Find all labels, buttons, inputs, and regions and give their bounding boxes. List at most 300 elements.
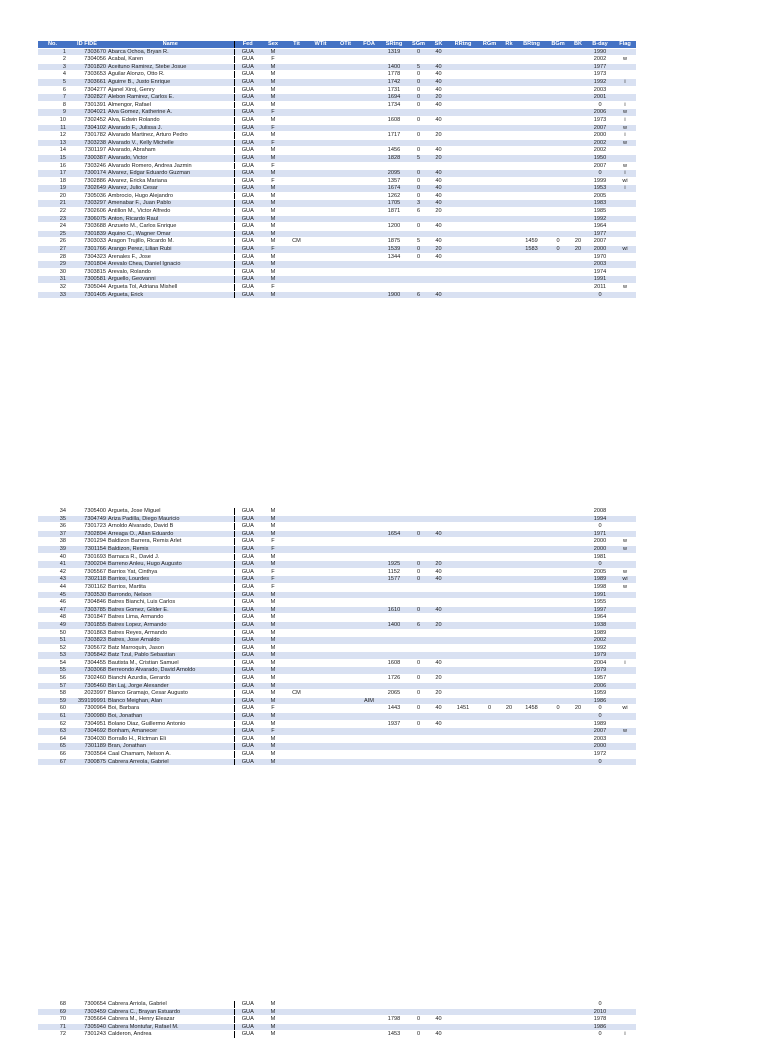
cell-bgm	[546, 599, 570, 607]
cell-otit	[333, 629, 358, 637]
header-name: Name	[107, 41, 234, 48]
cell-flag	[614, 720, 636, 728]
cell-fed: GUA	[234, 523, 261, 531]
cell-brtng	[517, 208, 546, 216]
cell-rk	[501, 48, 517, 56]
cell-rgm	[478, 614, 501, 622]
cell-foa	[358, 629, 380, 637]
cell-rgm	[478, 682, 501, 690]
cell-rrtng	[448, 215, 478, 223]
cell-bgm	[546, 644, 570, 652]
cell-srtng: 1357	[380, 177, 408, 185]
cell-sk: 40	[429, 720, 448, 728]
cell-otit	[333, 591, 358, 599]
cell-brtng	[517, 758, 546, 766]
cell-rrtng	[448, 545, 478, 553]
cell-rrtng	[448, 200, 478, 208]
cell-bgm	[546, 629, 570, 637]
cell-sex: M	[261, 682, 285, 690]
cell-sex: F	[261, 568, 285, 576]
cell-rrtng	[448, 71, 478, 79]
cell-wtit	[308, 682, 333, 690]
cell-sk	[429, 751, 448, 759]
cell-sex: M	[261, 1023, 285, 1031]
cell-sgm	[408, 743, 429, 751]
cell-wtit	[308, 261, 333, 269]
cell-rk	[501, 659, 517, 667]
cell-fed: GUA	[234, 284, 261, 292]
cell-otit	[333, 515, 358, 523]
table-row	[38, 200, 636, 208]
cell-flag	[614, 223, 636, 231]
cell-flag: i	[614, 132, 636, 140]
cell-rk	[501, 599, 517, 607]
cell-sgm	[408, 667, 429, 675]
cell-sk: 40	[429, 147, 448, 155]
cell-bk	[570, 515, 586, 523]
cell-id-fide: 7304749	[67, 515, 107, 523]
cell-rrtng	[448, 230, 478, 238]
cell-fed: GUA	[234, 238, 261, 246]
cell-wtit	[308, 720, 333, 728]
cell-sgm: 0	[408, 78, 429, 86]
cell-srtng: 1937	[380, 720, 408, 728]
cell-rgm	[478, 215, 501, 223]
cell-bday: 1986	[586, 697, 614, 705]
cell-fed: GUA	[234, 147, 261, 155]
table-page-2	[38, 508, 636, 766]
cell-sgm: 0	[408, 185, 429, 193]
cell-sk: 40	[429, 1031, 448, 1039]
cell-fed: GUA	[234, 208, 261, 216]
cell-name: Abarca Ochoa, Bryan R.	[107, 48, 234, 56]
header-bgm: BGm	[546, 41, 570, 48]
cell-rgm	[478, 78, 501, 86]
cell-wtit	[308, 284, 333, 292]
cell-rrtng	[448, 56, 478, 64]
cell-sex: M	[261, 291, 285, 299]
cell-bgm	[546, 591, 570, 599]
cell-rgm	[478, 246, 501, 254]
cell-fed: GUA	[234, 606, 261, 614]
cell-no: 65	[38, 743, 67, 751]
cell-sk: 20	[429, 132, 448, 140]
cell-bgm	[546, 652, 570, 660]
cell-otit	[333, 697, 358, 705]
cell-rgm	[478, 200, 501, 208]
cell-name: Bonham, Amanecer	[107, 728, 234, 736]
cell-foa	[358, 230, 380, 238]
cell-sex: M	[261, 215, 285, 223]
cell-fed: GUA	[234, 261, 261, 269]
cell-sk: 40	[429, 63, 448, 71]
cell-rk	[501, 109, 517, 117]
cell-bday: 1989	[586, 576, 614, 584]
cell-sk: 40	[429, 185, 448, 193]
cell-rk	[501, 185, 517, 193]
cell-no: 36	[38, 523, 67, 531]
cell-id-fide: 7301154	[67, 545, 107, 553]
cell-sk: 20	[429, 690, 448, 698]
cell-sex: M	[261, 561, 285, 569]
cell-sgm	[408, 735, 429, 743]
cell-bk	[570, 1031, 586, 1039]
cell-sgm	[408, 637, 429, 645]
table-row	[38, 71, 636, 79]
cell-foa	[358, 147, 380, 155]
cell-sgm: 0	[408, 1031, 429, 1039]
cell-sex: M	[261, 508, 285, 515]
cell-fed: GUA	[234, 162, 261, 170]
cell-rk	[501, 116, 517, 124]
cell-flag	[614, 606, 636, 614]
cell-tit	[285, 530, 308, 538]
cell-rk	[501, 568, 517, 576]
cell-bgm	[546, 291, 570, 299]
cell-sex: M	[261, 735, 285, 743]
cell-no: 19	[38, 185, 67, 193]
cell-brtng	[517, 253, 546, 261]
cell-rk	[501, 667, 517, 675]
cell-tit	[285, 1016, 308, 1024]
cell-sex: M	[261, 758, 285, 766]
cell-name: Alvarado Martinez, Arturo Pedro	[107, 132, 234, 140]
cell-sk	[429, 139, 448, 147]
cell-rk	[501, 728, 517, 736]
cell-sgm	[408, 230, 429, 238]
cell-fed: GUA	[234, 253, 261, 261]
cell-tit	[285, 621, 308, 629]
cell-fed: GUA	[234, 561, 261, 569]
cell-wtit	[308, 253, 333, 261]
cell-rgm	[478, 154, 501, 162]
cell-no: 61	[38, 713, 67, 721]
cell-bday: 1955	[586, 599, 614, 607]
cell-tit	[285, 629, 308, 637]
cell-rgm	[478, 621, 501, 629]
cell-brtng	[517, 1001, 546, 1008]
cell-srtng: 1871	[380, 208, 408, 216]
cell-srtng: 1400	[380, 621, 408, 629]
cell-foa	[358, 291, 380, 299]
cell-wtit	[308, 291, 333, 299]
cell-brtng	[517, 713, 546, 721]
cell-bk	[570, 606, 586, 614]
cell-name: Batres Reyes, Armando	[107, 629, 234, 637]
cell-otit	[333, 246, 358, 254]
cell-fed: GUA	[234, 1023, 261, 1031]
cell-sk: 40	[429, 192, 448, 200]
cell-flag	[614, 743, 636, 751]
cell-foa	[358, 48, 380, 56]
cell-rgm	[478, 261, 501, 269]
cell-sk	[429, 629, 448, 637]
cell-bk	[570, 268, 586, 276]
table-row	[38, 162, 636, 170]
cell-flag	[614, 682, 636, 690]
cell-sex: M	[261, 1001, 285, 1008]
cell-sex: M	[261, 48, 285, 56]
cell-bk	[570, 261, 586, 269]
cell-rk	[501, 101, 517, 109]
cell-foa	[358, 162, 380, 170]
cell-tit	[285, 561, 308, 569]
cell-bk	[570, 697, 586, 705]
cell-flag: w	[614, 728, 636, 736]
cell-foa	[358, 154, 380, 162]
cell-wtit	[308, 78, 333, 86]
cell-wtit	[308, 185, 333, 193]
cell-rrtng	[448, 614, 478, 622]
cell-sex: M	[261, 147, 285, 155]
cell-brtng	[517, 538, 546, 546]
cell-tit	[285, 101, 308, 109]
cell-rrtng	[448, 675, 478, 683]
cell-bday: 2007	[586, 728, 614, 736]
cell-wtit	[308, 751, 333, 759]
cell-id-fide: 7303661	[67, 78, 107, 86]
cell-tit: CM	[285, 238, 308, 246]
cell-sex: F	[261, 576, 285, 584]
cell-name: Antillon M., Victor Alfredo	[107, 208, 234, 216]
cell-srtng	[380, 109, 408, 117]
cell-bday: 0	[586, 170, 614, 178]
cell-flag	[614, 94, 636, 102]
cell-flag: wi	[614, 705, 636, 713]
cell-brtng	[517, 652, 546, 660]
cell-rrtng	[448, 743, 478, 751]
cell-foa	[358, 268, 380, 276]
cell-rrtng	[448, 109, 478, 117]
cell-otit	[333, 162, 358, 170]
cell-id-fide: 7302460	[67, 675, 107, 683]
cell-wtit	[308, 545, 333, 553]
cell-foa	[358, 109, 380, 117]
cell-rgm	[478, 751, 501, 759]
cell-flag	[614, 147, 636, 155]
cell-otit	[333, 139, 358, 147]
cell-fed: GUA	[234, 591, 261, 599]
cell-tit	[285, 568, 308, 576]
cell-rgm	[478, 147, 501, 155]
cell-flag	[614, 63, 636, 71]
cell-fed: GUA	[234, 576, 261, 584]
cell-srtng	[380, 124, 408, 132]
cell-rgm	[478, 644, 501, 652]
cell-id-fide: 7305672	[67, 644, 107, 652]
table-row	[38, 591, 636, 599]
cell-foa	[358, 659, 380, 667]
cell-otit	[333, 743, 358, 751]
table-row	[38, 629, 636, 637]
cell-name: Argueta, Jose Miguel	[107, 508, 234, 515]
cell-sgm	[408, 109, 429, 117]
header-rrtng: RRtng	[448, 41, 478, 48]
cell-otit	[333, 116, 358, 124]
cell-bk	[570, 101, 586, 109]
cell-rrtng	[448, 530, 478, 538]
cell-bday: 1957	[586, 675, 614, 683]
cell-otit	[333, 1023, 358, 1031]
cell-name: Alvarez, Edgar Eduardo Guzman	[107, 170, 234, 178]
cell-rk	[501, 591, 517, 599]
cell-bday: 1959	[586, 690, 614, 698]
cell-otit	[333, 705, 358, 713]
table-row	[38, 735, 636, 743]
cell-wtit	[308, 599, 333, 607]
table-row	[38, 230, 636, 238]
cell-rgm	[478, 758, 501, 766]
cell-flag	[614, 48, 636, 56]
cell-name: Argueta Tol, Adriana Mishell	[107, 284, 234, 292]
cell-sgm: 0	[408, 71, 429, 79]
cell-otit	[333, 124, 358, 132]
cell-bday: 2000	[586, 132, 614, 140]
cell-tit	[285, 652, 308, 660]
cell-sk	[429, 1023, 448, 1031]
cell-flag	[614, 154, 636, 162]
cell-foa	[358, 758, 380, 766]
cell-id-fide: 7301804	[67, 261, 107, 269]
cell-flag	[614, 644, 636, 652]
cell-tit: CM	[285, 690, 308, 698]
cell-rk	[501, 690, 517, 698]
cell-rrtng	[448, 599, 478, 607]
cell-name: Batres, Jose Arnaldo	[107, 637, 234, 645]
cell-tit	[285, 743, 308, 751]
cell-brtng	[517, 192, 546, 200]
cell-bgm	[546, 284, 570, 292]
cell-no: 43	[38, 576, 67, 584]
cell-bk	[570, 1016, 586, 1024]
cell-rgm	[478, 545, 501, 553]
cell-srtng	[380, 682, 408, 690]
cell-bk	[570, 675, 586, 683]
cell-no: 42	[38, 568, 67, 576]
cell-flag: w	[614, 545, 636, 553]
cell-foa	[358, 705, 380, 713]
cell-srtng: 1734	[380, 101, 408, 109]
cell-bday: 2010	[586, 1008, 614, 1016]
cell-wtit	[308, 675, 333, 683]
cell-id-fide: 7300980	[67, 713, 107, 721]
cell-brtng	[517, 276, 546, 284]
cell-rgm	[478, 48, 501, 56]
cell-bk	[570, 1023, 586, 1031]
cell-foa	[358, 690, 380, 698]
cell-rgm	[478, 238, 501, 246]
table-row	[38, 568, 636, 576]
cell-flag	[614, 637, 636, 645]
cell-name: Cabrera Arriola, Gabriel	[107, 1001, 234, 1008]
cell-rrtng	[448, 659, 478, 667]
cell-rgm	[478, 713, 501, 721]
header-sgm: SGm	[408, 41, 429, 48]
cell-bgm	[546, 124, 570, 132]
cell-sex: F	[261, 177, 285, 185]
cell-bgm	[546, 637, 570, 645]
cell-sgm	[408, 139, 429, 147]
cell-srtng: 1443	[380, 705, 408, 713]
cell-wtit	[308, 71, 333, 79]
cell-name: Barrios, Lourdes	[107, 576, 234, 584]
cell-bk	[570, 86, 586, 94]
cell-srtng: 1726	[380, 675, 408, 683]
cell-rk	[501, 124, 517, 132]
cell-brtng	[517, 185, 546, 193]
cell-srtng: 1717	[380, 132, 408, 140]
cell-name: Bautista M., Cristian Samuel	[107, 659, 234, 667]
cell-brtng	[517, 147, 546, 155]
cell-fed: GUA	[234, 553, 261, 561]
cell-sgm: 0	[408, 705, 429, 713]
cell-brtng	[517, 177, 546, 185]
cell-rrtng	[448, 568, 478, 576]
cell-brtng	[517, 1008, 546, 1016]
cell-tit	[285, 682, 308, 690]
cell-rrtng	[448, 735, 478, 743]
cell-brtng	[517, 667, 546, 675]
cell-fed: GUA	[234, 568, 261, 576]
cell-sk: 40	[429, 223, 448, 231]
table-row	[38, 284, 636, 292]
cell-wtit	[308, 63, 333, 71]
cell-wtit	[308, 576, 333, 584]
cell-otit	[333, 200, 358, 208]
cell-bk	[570, 545, 586, 553]
cell-srtng	[380, 553, 408, 561]
cell-sk	[429, 545, 448, 553]
cell-bgm	[546, 545, 570, 553]
cell-tit	[285, 177, 308, 185]
cell-sk	[429, 553, 448, 561]
cell-name: Arreaga O., Allan Eduardo	[107, 530, 234, 538]
cell-no: 60	[38, 705, 67, 713]
cell-bday: 2011	[586, 284, 614, 292]
cell-rgm	[478, 177, 501, 185]
cell-wtit	[308, 515, 333, 523]
cell-brtng	[517, 561, 546, 569]
cell-rrtng	[448, 261, 478, 269]
cell-wtit	[308, 583, 333, 591]
cell-tit	[285, 576, 308, 584]
cell-wtit	[308, 124, 333, 132]
cell-fed: GUA	[234, 177, 261, 185]
table-row	[38, 523, 636, 531]
cell-bday: 1964	[586, 223, 614, 231]
cell-sex: M	[261, 1008, 285, 1016]
cell-brtng	[517, 644, 546, 652]
table-row	[38, 553, 636, 561]
cell-id-fide: 7301847	[67, 614, 107, 622]
cell-rk	[501, 63, 517, 71]
cell-no: 24	[38, 223, 67, 231]
cell-bk	[570, 154, 586, 162]
cell-name: Aragon Trujillo, Ricardo M.	[107, 238, 234, 246]
cell-bday: 1989	[586, 629, 614, 637]
cell-bk	[570, 735, 586, 743]
cell-bk	[570, 1001, 586, 1008]
cell-sk	[429, 124, 448, 132]
cell-sex: M	[261, 170, 285, 178]
cell-id-fide: 7304323	[67, 253, 107, 261]
cell-bgm	[546, 583, 570, 591]
cell-rk	[501, 561, 517, 569]
cell-srtng	[380, 644, 408, 652]
cell-flag: w	[614, 538, 636, 546]
cell-brtng	[517, 109, 546, 117]
cell-brtng: 1459	[517, 238, 546, 246]
